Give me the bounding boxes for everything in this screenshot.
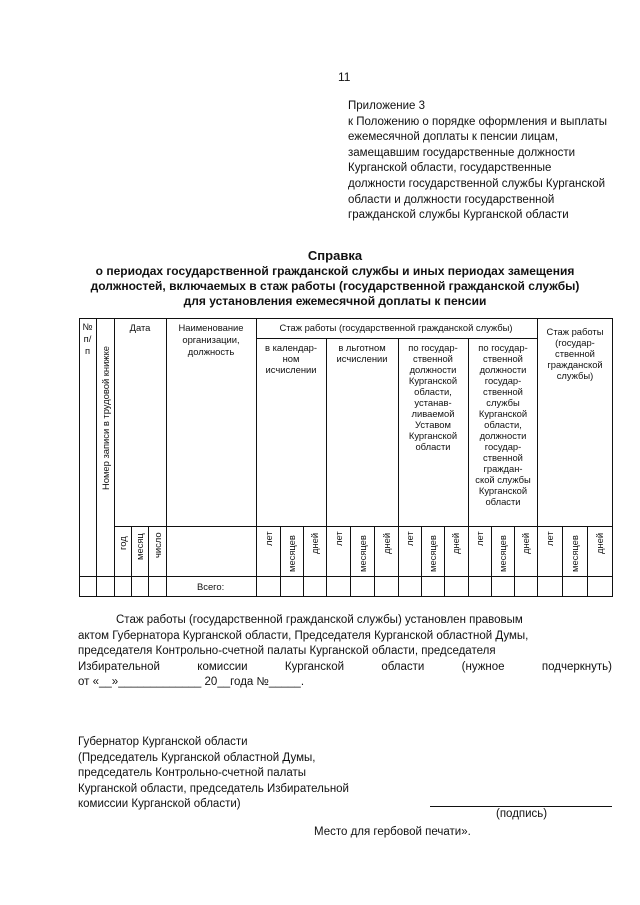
sub-service-13: ской службы	[475, 474, 531, 485]
signatory-line-4: Курганской области, председатель Избирательной	[78, 782, 349, 795]
sub-positions-2: ственной	[413, 353, 453, 364]
col-stazh-label: Стаж работы (государственной гражданской службы)	[279, 322, 513, 333]
sub-service-15: области	[485, 496, 521, 507]
appendix-heading: Приложение 3	[348, 100, 426, 112]
title-line-1: Справка	[307, 248, 363, 263]
body-line-2: актом Губернатора Курганской области, Председателя Курганской областной Думы,	[78, 629, 529, 642]
unit-months: месяцев	[569, 535, 580, 572]
sub-service-8: области,	[484, 419, 522, 430]
document-title	[40, 248, 630, 309]
sub-service-11: ственной	[483, 452, 523, 463]
col-stazh2-2: (государ-	[555, 337, 595, 348]
title-line-3: должностей, включаемых в стаж работы (государственной гражданской службы)	[90, 279, 580, 293]
body-line-5: от «__»_____________ 20__года №_____.	[78, 676, 305, 689]
col-stazh2-1: Стаж работы	[546, 326, 604, 337]
service-periods-table	[79, 318, 613, 598]
title-line-4: для установления ежемесячной доплаты к пенсии	[183, 294, 487, 308]
sub-positions-7: ливаемой	[411, 408, 455, 419]
unit-days: дней	[381, 532, 392, 554]
col-stazh2-4: гражданской	[547, 359, 603, 370]
sub-service-2: ственной	[483, 353, 523, 364]
signatory-line-3: председатель Контрольно-счетной палаты	[78, 767, 307, 780]
unit-years: лет	[544, 531, 555, 546]
title-line-2: о периодах государственной гражданской службы и иных периодах замещения	[95, 264, 575, 278]
sub-positions-3: должности	[409, 364, 457, 375]
unit-days: дней	[520, 532, 531, 554]
total-label: Всего:	[197, 581, 225, 592]
sub-positions-6: устанав-	[414, 397, 452, 408]
unit-years: лет	[263, 531, 274, 546]
sub-preferential-1: в льготном	[338, 342, 386, 353]
signatory-block	[78, 735, 408, 813]
unit-days: дней	[594, 532, 605, 554]
sub-service-14: Курганской	[478, 485, 528, 496]
body-line-3: председателя Контрольно-счетной палаты Курганской области, председателя	[78, 645, 496, 658]
body-paragraph	[78, 613, 612, 691]
unit-months: месяцев	[357, 535, 368, 572]
sub-service-5: ственной	[483, 386, 523, 397]
col-date-label: Дата	[129, 322, 151, 333]
unit-years: лет	[474, 531, 485, 546]
signatory-line-5: комиссии Курганской области)	[78, 798, 241, 811]
unit-years: лет	[333, 531, 344, 546]
sub-calendar-1: в календар-	[265, 342, 317, 353]
signature-caption: (подпись)	[496, 808, 548, 820]
date-year-label: год	[117, 536, 128, 550]
date-day-label: число	[152, 532, 163, 558]
sub-service-4: государ-	[484, 375, 522, 386]
sub-service-3: должности	[479, 364, 527, 375]
sub-service-10: государ-	[484, 441, 522, 452]
body-line-1: Стаж работы (государственной гражданской службы) установлен правовым	[116, 614, 523, 626]
signatory-line-1: Губернатор Курганской области	[78, 736, 248, 748]
sub-calendar-2: ном	[282, 353, 300, 364]
col-number-label-2: п/	[83, 333, 92, 344]
col-org-label-1: Наименование	[178, 322, 244, 333]
sub-positions-5: области,	[414, 386, 452, 397]
date-month-label: месяц	[134, 533, 145, 560]
col-stazh2-3: ственной	[555, 348, 595, 359]
body-line-4: Избирательной комиссии Курганской области (нужное подчеркнуть)	[78, 660, 612, 673]
sub-service-12: граждан-	[483, 463, 523, 474]
sub-positions-1: по государ-	[408, 342, 458, 353]
col-org-label-2: организации,	[182, 334, 240, 345]
col-number-label-1: №	[82, 321, 93, 332]
sub-service-7: Курганской	[478, 408, 528, 419]
signature-line	[430, 806, 612, 807]
seal-note: Место для гербовой печати».	[314, 826, 471, 838]
signatory-line-2: (Председатель Курганской областной Думы,	[78, 751, 316, 764]
unit-months: месяцев	[286, 535, 297, 572]
appendix-text: к Положению о порядке оформления и выплаты ежемесячной доплаты к пенсии лицам, замещавшим государственные должности Курганской области, государственные должности государственной службы Курганской области и должности государственной гражданской службы Курганской области	[348, 115, 608, 222]
col-record-label: Номер записи в трудовой книжке	[100, 345, 111, 490]
sub-preferential-2: исчислении	[336, 353, 388, 364]
col-number-label-3: п	[84, 345, 91, 356]
unit-days: дней	[309, 532, 320, 554]
col-org-label-3: должность	[187, 346, 235, 357]
appendix-block	[348, 99, 610, 224]
col-stazh2-5: службы)	[556, 370, 594, 381]
unit-months: месяцев	[497, 535, 508, 572]
unit-days: дней	[450, 532, 461, 554]
sub-positions-4: Курганской	[408, 375, 458, 386]
sub-positions-8: Уставом	[415, 419, 451, 430]
sub-calendar-3: исчислении	[265, 364, 317, 375]
sub-service-9: должности	[479, 430, 527, 441]
sub-service-1: по государ-	[478, 342, 528, 353]
page-number: 11	[338, 70, 351, 84]
sub-positions-9: Курганской	[408, 430, 458, 441]
sub-positions-10: области	[415, 441, 451, 452]
unit-years: лет	[404, 531, 415, 546]
unit-months: месяцев	[427, 535, 438, 572]
sub-service-6: службы	[486, 397, 520, 408]
